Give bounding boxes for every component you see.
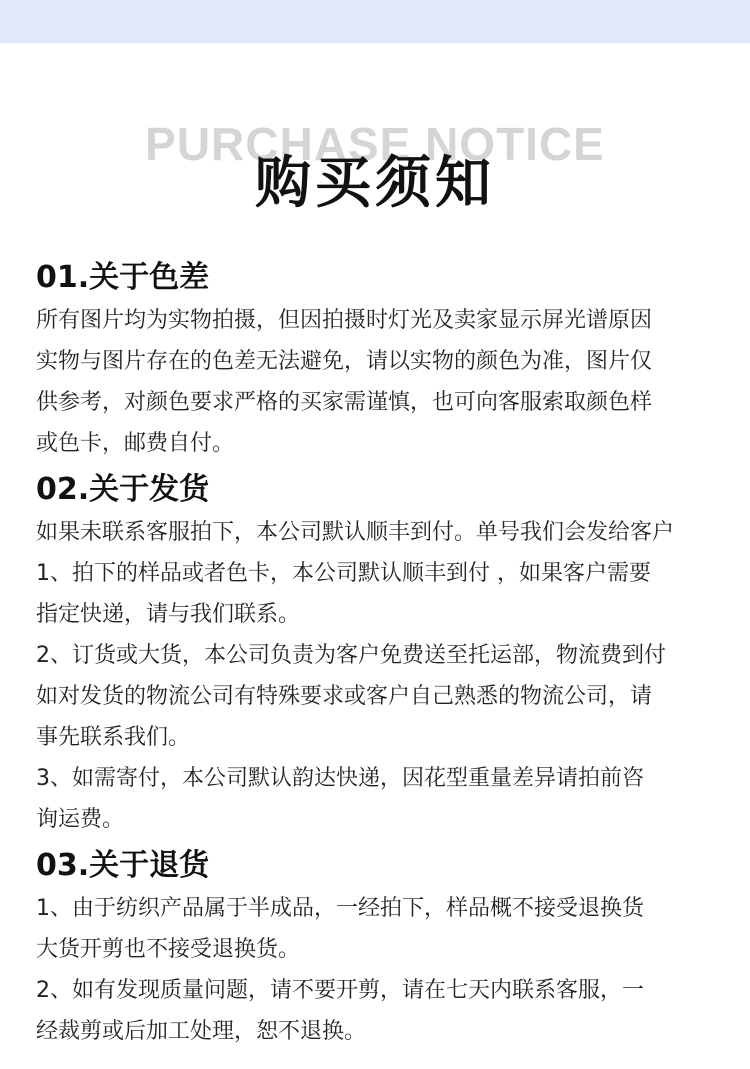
section-heading: 01.关于色差	[36, 260, 210, 295]
page-title: 购买须知	[255, 151, 495, 216]
top-banner-band	[0, 0, 750, 43]
page-title-block	[0, 112, 750, 222]
section-heading: 02.关于发货	[36, 472, 210, 507]
notice-content	[36, 256, 726, 1056]
section-paragraph: 所有图片均为实物拍摄，但因拍摄时灯光及卖家显示屏光谱原因 实物与图片存在的色差无法避免，请以实物的颜色为准，图片仅 供参考，对颜色要求严格的买家需谨慎，也可向客服索取颜色样 或色卡，邮费自付。	[36, 308, 653, 456]
section-paragraph: 2、订货或大货，本公司负责为客户免费送至托运部，物流费到付 如对发货的物流公司有特殊要求或客户自己熟悉的物流公司，请 事先联系我们。	[36, 643, 666, 750]
section-paragraph: 1、由于纺织产品属于半成品，一经拍下，样品概不接受退换货 大货开剪也不接受退换货。	[36, 896, 644, 962]
section-paragraph: 如果未联系客服拍下，本公司默认顺丰到付。单号我们会发给客户	[36, 520, 675, 545]
section-paragraph: 2、如有发现质量问题，请不要开剪，请在七天内联系客服，一 经裁剪或后加工处理，恕不退换。	[36, 978, 644, 1044]
section-heading: 03.关于退货	[36, 848, 210, 883]
section-color-difference	[36, 256, 726, 464]
section-returns	[36, 844, 726, 1052]
section-paragraph: 1、拍下的样品或者色卡，本公司默认顺丰到付 ，如果客户需要 指定快递，请与我们联系。	[36, 561, 651, 627]
section-shipping	[36, 468, 726, 840]
section-paragraph: 3、如需寄付，本公司默认韵达快递，因花型重量差异请拍前咨 询运费。	[36, 766, 644, 832]
title-english-watermark: PURCHASE NOTICE	[145, 118, 605, 170]
